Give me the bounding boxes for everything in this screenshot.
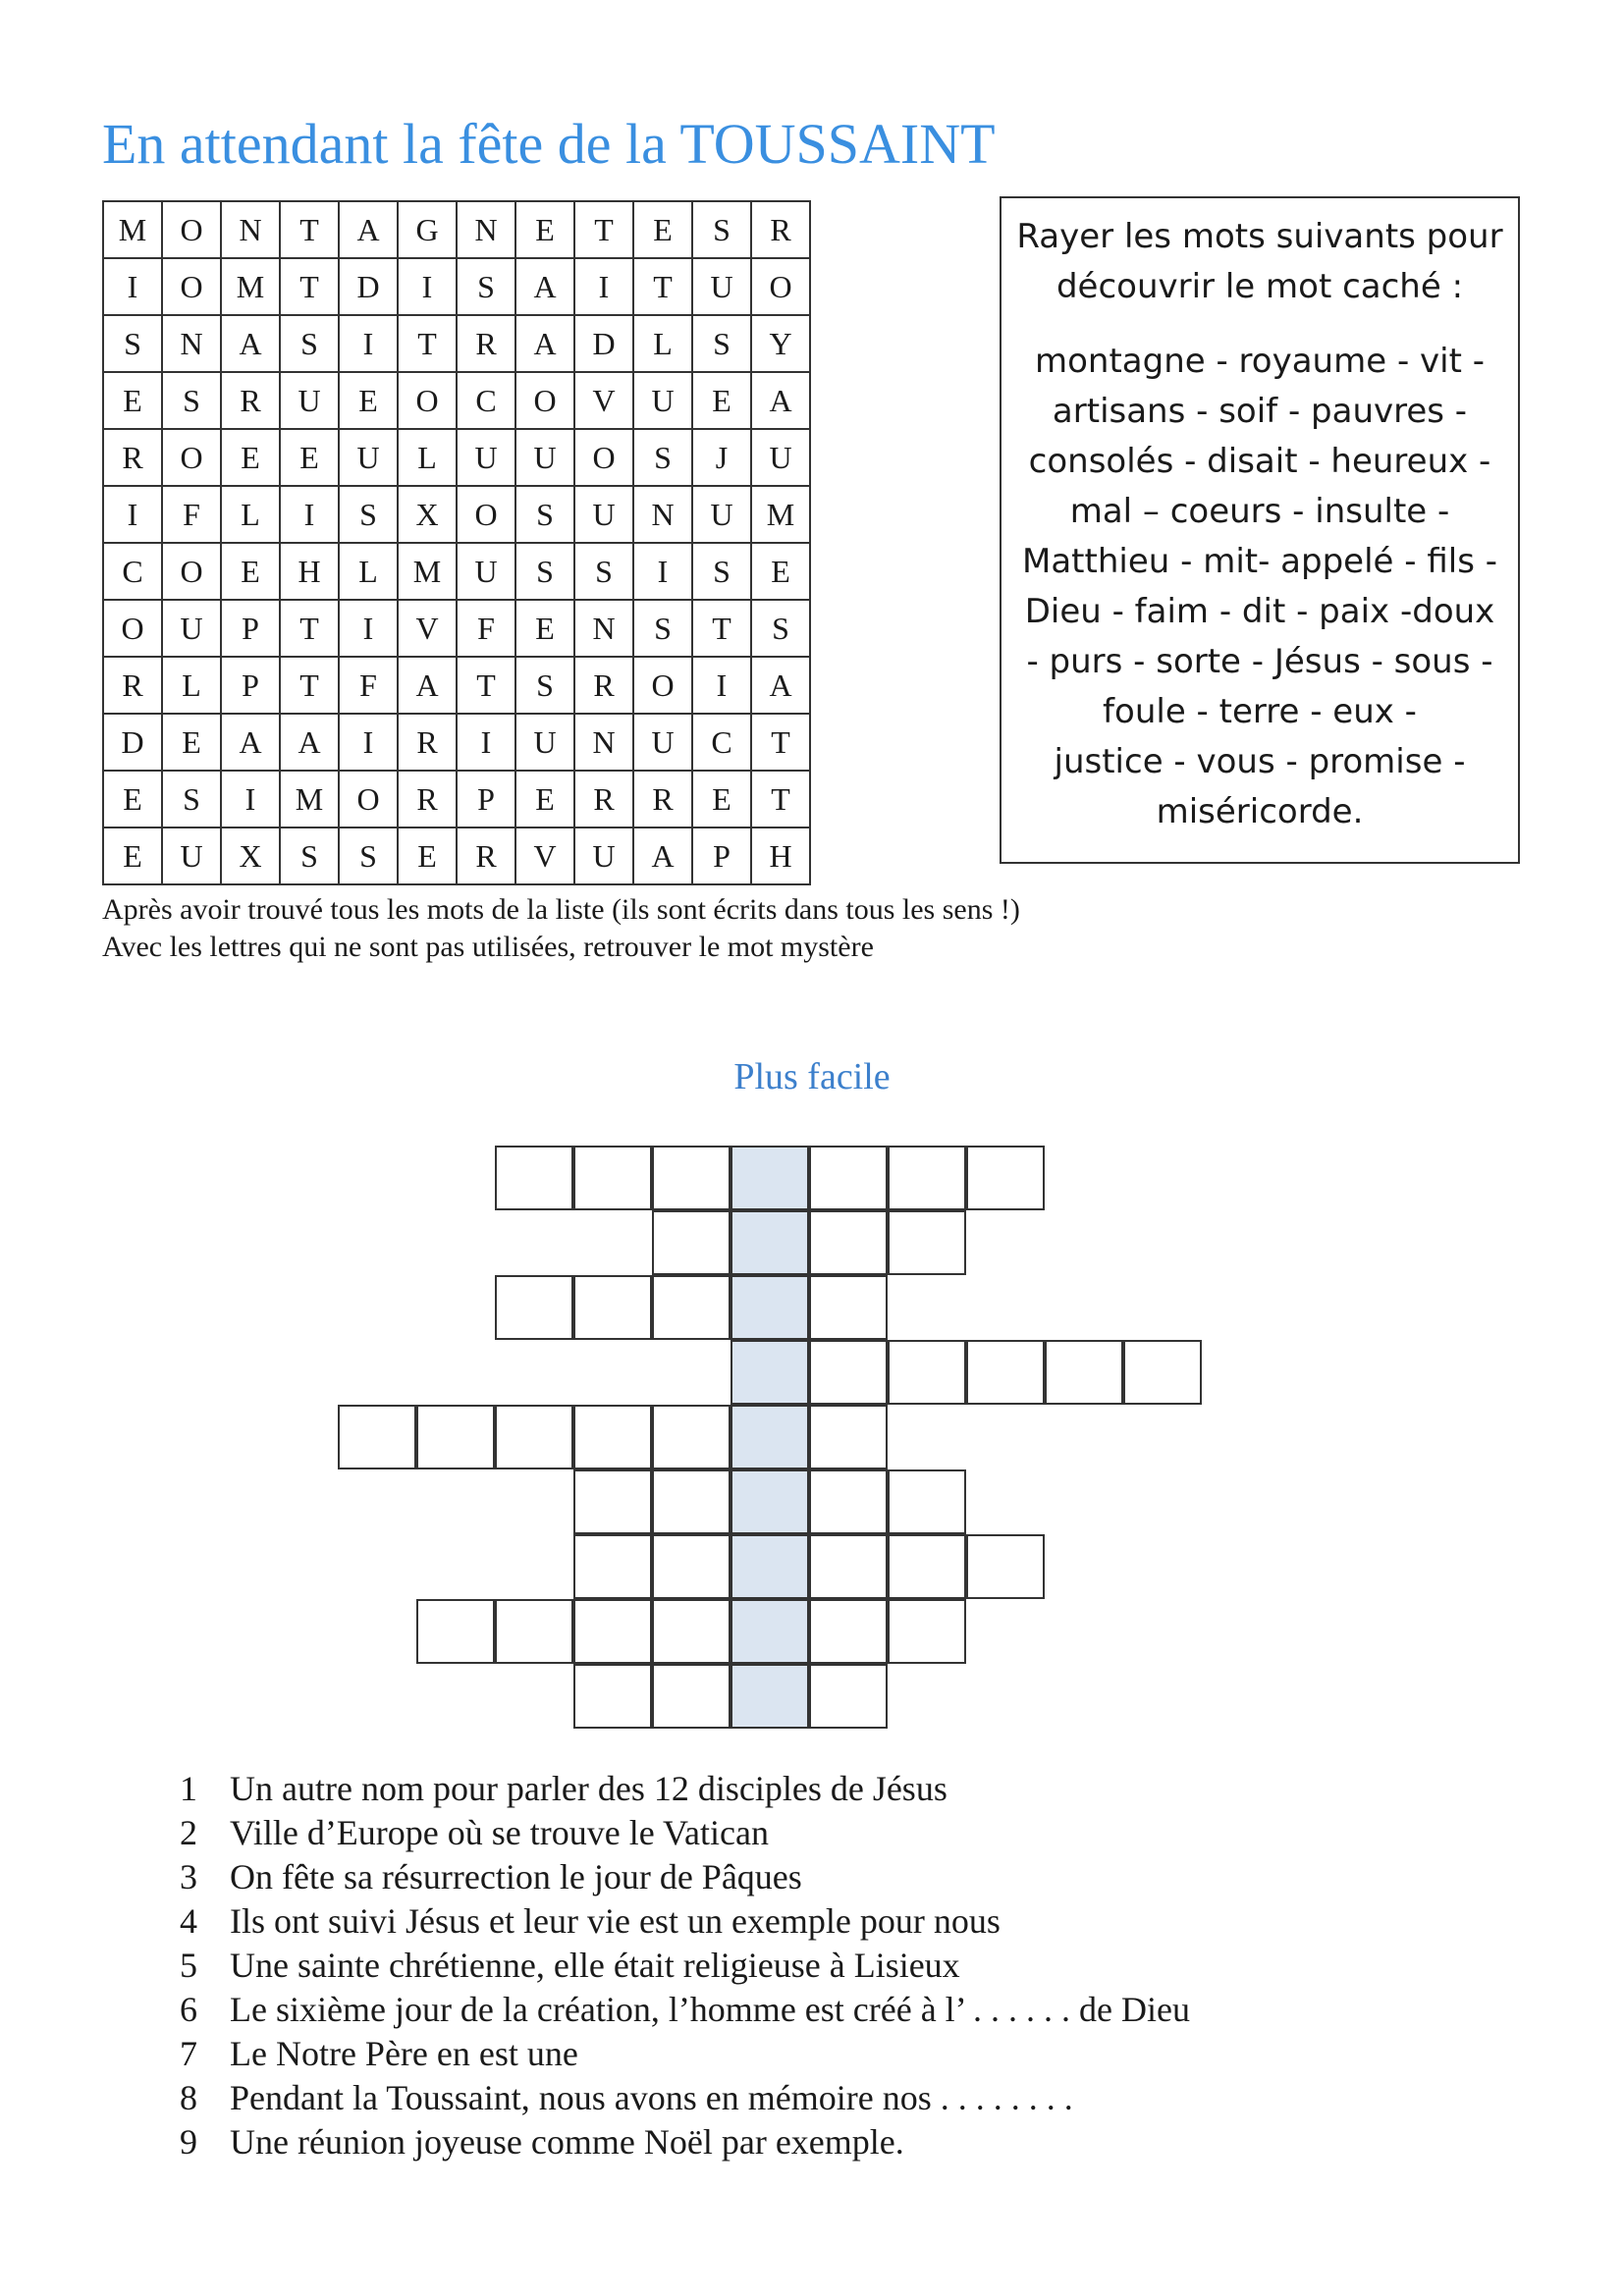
crossword-cell bbox=[652, 1275, 731, 1340]
word-search-cell: S bbox=[692, 543, 751, 600]
crossword-cell bbox=[809, 1405, 888, 1469]
crossword-cell bbox=[652, 1469, 731, 1534]
word-search-cell: U bbox=[162, 828, 221, 884]
word-search-cell: Y bbox=[751, 315, 810, 372]
word-search-cell: R bbox=[574, 771, 633, 828]
word-search-cell: T bbox=[574, 201, 633, 258]
word-search-cell: O bbox=[398, 372, 457, 429]
word-search-cell: T bbox=[692, 600, 751, 657]
word-search-cell: D bbox=[103, 714, 162, 771]
clue-number: 6 bbox=[180, 1990, 197, 2029]
word-search-cell: I bbox=[103, 258, 162, 315]
crossword-cell bbox=[888, 1599, 966, 1664]
word-search-cell: A bbox=[339, 201, 398, 258]
clue-text: Ville d’Europe où se trouve le Vatican bbox=[230, 1813, 769, 1852]
word-search-cell: S bbox=[280, 315, 339, 372]
word-search-cell: O bbox=[162, 201, 221, 258]
word-search-cell: F bbox=[339, 657, 398, 714]
clue-number: 1 bbox=[180, 1769, 197, 1808]
word-search-cell: A bbox=[398, 657, 457, 714]
word-search-cell: S bbox=[162, 372, 221, 429]
word-search-cell: U bbox=[457, 429, 515, 486]
word-search-cell: S bbox=[692, 201, 751, 258]
word-search-cell: R bbox=[574, 657, 633, 714]
crossword-cell bbox=[888, 1534, 966, 1599]
word-search-cell: S bbox=[162, 771, 221, 828]
instruction-line: Rayer les mots suivants pour bbox=[1016, 217, 1503, 256]
clue-item bbox=[147, 2076, 1190, 2120]
word-search-cell: S bbox=[692, 315, 751, 372]
crossword-cell bbox=[573, 1146, 652, 1210]
instruction-line: Après avoir trouvé tous les mots de la liste (ils sont écrits dans tous les sens !) bbox=[102, 893, 1020, 926]
crossword-cell bbox=[809, 1210, 888, 1275]
clue-number: 9 bbox=[180, 2122, 197, 2162]
word-search-cell: S bbox=[633, 429, 692, 486]
crossword-cell bbox=[495, 1275, 573, 1340]
word-search-cell: R bbox=[398, 714, 457, 771]
word-search-cell: T bbox=[751, 714, 810, 771]
word-search-cell: H bbox=[751, 828, 810, 884]
crossword-key-cell bbox=[731, 1405, 809, 1469]
word-search-row bbox=[103, 828, 810, 884]
crossword-cell bbox=[1123, 1340, 1202, 1405]
word-search-cell: I bbox=[457, 714, 515, 771]
word-search-cell: N bbox=[633, 486, 692, 543]
word-search-row bbox=[103, 201, 810, 258]
word-search-cell: E bbox=[280, 429, 339, 486]
word-search-cell: N bbox=[574, 714, 633, 771]
word-search-grid bbox=[102, 200, 811, 885]
word-search-cell: E bbox=[633, 201, 692, 258]
crossword-key-cell bbox=[731, 1340, 809, 1405]
word-search-cell: S bbox=[339, 486, 398, 543]
crossword-cell bbox=[652, 1664, 731, 1729]
word-search-cell: E bbox=[221, 429, 280, 486]
crossword-cell bbox=[1045, 1340, 1123, 1405]
crossword-cell bbox=[416, 1599, 495, 1664]
clue-text: Pendant la Toussaint, nous avons en mémoire nos . . . . . . . . bbox=[230, 2078, 1073, 2117]
word-search-cell: U bbox=[574, 486, 633, 543]
word-search-cell: U bbox=[633, 714, 692, 771]
clue-item bbox=[147, 1944, 1190, 1988]
word-search-cell: M bbox=[221, 258, 280, 315]
instruction-line: découvrir le mot caché : bbox=[1056, 267, 1464, 306]
word-search-cell: P bbox=[692, 828, 751, 884]
crossword-cell bbox=[809, 1664, 888, 1729]
clue-item bbox=[147, 1855, 1190, 1899]
crossword-cell bbox=[809, 1534, 888, 1599]
word-search-cell: I bbox=[339, 315, 398, 372]
word-search-cell: I bbox=[633, 543, 692, 600]
word-search-cell: U bbox=[457, 543, 515, 600]
word-search-cell: D bbox=[574, 315, 633, 372]
word-search-cell: F bbox=[457, 600, 515, 657]
word-search-cell: U bbox=[515, 714, 574, 771]
clue-item bbox=[147, 1767, 1190, 1811]
clue-text: Un autre nom pour parler des 12 disciples de Jésus bbox=[230, 1769, 947, 1808]
word-search-cell: M bbox=[751, 486, 810, 543]
crossword-cell bbox=[652, 1210, 731, 1275]
instructions bbox=[102, 891, 1020, 966]
clue-text: Ils ont suivi Jésus et leur vie est un exemple pour nous bbox=[230, 1901, 1001, 1941]
word-search-cell: S bbox=[515, 543, 574, 600]
word-list-line: justice - vous - promise - bbox=[1054, 742, 1466, 781]
word-search-cell: S bbox=[280, 828, 339, 884]
word-search-cell: S bbox=[457, 258, 515, 315]
word-search-cell: T bbox=[280, 258, 339, 315]
word-search-cell: E bbox=[221, 543, 280, 600]
clue-list bbox=[147, 1767, 1190, 2164]
clue-item bbox=[147, 2120, 1190, 2164]
word-list bbox=[1001, 337, 1518, 837]
word-search-cell: R bbox=[398, 771, 457, 828]
crossword-cell bbox=[573, 1275, 652, 1340]
word-search-cell: E bbox=[515, 201, 574, 258]
word-search-cell: I bbox=[280, 486, 339, 543]
crossword-cell bbox=[652, 1599, 731, 1664]
word-search-cell: E bbox=[103, 771, 162, 828]
word-search-cell: U bbox=[339, 429, 398, 486]
word-search-cell: P bbox=[457, 771, 515, 828]
word-search-row bbox=[103, 315, 810, 372]
crossword-cell bbox=[652, 1146, 731, 1210]
word-search-cell: V bbox=[574, 372, 633, 429]
clue-number: 2 bbox=[180, 1813, 197, 1852]
word-search-cell: S bbox=[103, 315, 162, 372]
word-search-cell: O bbox=[574, 429, 633, 486]
crossword-cell bbox=[966, 1534, 1045, 1599]
word-list-box bbox=[1000, 196, 1520, 864]
crossword-cell bbox=[966, 1340, 1045, 1405]
word-search-cell: T bbox=[280, 657, 339, 714]
word-search-cell: N bbox=[457, 201, 515, 258]
crossword-cell bbox=[809, 1599, 888, 1664]
crossword-cell bbox=[495, 1405, 573, 1469]
word-search-cell: O bbox=[162, 543, 221, 600]
word-search-cell: A bbox=[515, 258, 574, 315]
clue-item bbox=[147, 1811, 1190, 1855]
word-search-cell: U bbox=[574, 828, 633, 884]
word-search-cell: S bbox=[515, 657, 574, 714]
word-search-cell: S bbox=[751, 600, 810, 657]
word-search-cell: R bbox=[103, 429, 162, 486]
word-search-cell: A bbox=[515, 315, 574, 372]
crossword-cell bbox=[966, 1146, 1045, 1210]
word-search-cell: E bbox=[692, 372, 751, 429]
word-search-cell: I bbox=[398, 258, 457, 315]
word-list-instruction bbox=[1001, 212, 1518, 312]
word-search-cell: L bbox=[221, 486, 280, 543]
word-search-cell: A bbox=[751, 657, 810, 714]
word-search-cell: G bbox=[398, 201, 457, 258]
crossword-cell bbox=[573, 1405, 652, 1469]
word-search-cell: T bbox=[280, 201, 339, 258]
word-search-row bbox=[103, 600, 810, 657]
word-search-cell: O bbox=[162, 429, 221, 486]
word-search-row bbox=[103, 486, 810, 543]
word-list-line: foule - terre - eux - bbox=[1103, 692, 1417, 731]
word-search-cell: U bbox=[751, 429, 810, 486]
word-search-cell: T bbox=[633, 258, 692, 315]
word-search-cell: A bbox=[751, 372, 810, 429]
word-search-cell: C bbox=[457, 372, 515, 429]
crossword-cell bbox=[809, 1340, 888, 1405]
instruction-line: Avec les lettres qui ne sont pas utilisées, retrouver le mot mystère bbox=[102, 931, 874, 963]
word-search-cell: A bbox=[633, 828, 692, 884]
crossword-cell bbox=[573, 1664, 652, 1729]
word-search-cell: E bbox=[162, 714, 221, 771]
clue-text: Le sixième jour de la création, l’homme est créé à l’ . . . . . . de Dieu bbox=[230, 1990, 1190, 2029]
word-search-cell: R bbox=[221, 372, 280, 429]
clue-item bbox=[147, 2032, 1190, 2076]
word-search-cell: S bbox=[515, 486, 574, 543]
word-search-cell: O bbox=[457, 486, 515, 543]
crossword-cell bbox=[888, 1146, 966, 1210]
crossword-cell bbox=[573, 1534, 652, 1599]
word-search-cell: O bbox=[751, 258, 810, 315]
word-search-cell: M bbox=[398, 543, 457, 600]
crossword-cell bbox=[416, 1405, 495, 1469]
word-search-cell: T bbox=[457, 657, 515, 714]
word-search-cell: E bbox=[692, 771, 751, 828]
word-search-cell: O bbox=[103, 600, 162, 657]
word-search-cell: V bbox=[515, 828, 574, 884]
crossword-cell bbox=[888, 1210, 966, 1275]
crossword-key-cell bbox=[731, 1275, 809, 1340]
word-search-cell: U bbox=[280, 372, 339, 429]
word-search-cell: V bbox=[398, 600, 457, 657]
word-search-cell: L bbox=[162, 657, 221, 714]
clue-number: 8 bbox=[180, 2078, 197, 2117]
word-search-cell: R bbox=[103, 657, 162, 714]
word-list-line: - purs - sorte - Jésus - sous - bbox=[1026, 642, 1493, 681]
word-search-cell: U bbox=[692, 486, 751, 543]
clue-item bbox=[147, 1988, 1190, 2032]
word-search-cell: I bbox=[221, 771, 280, 828]
word-search-row bbox=[103, 771, 810, 828]
word-search-row bbox=[103, 714, 810, 771]
word-search-cell: X bbox=[398, 486, 457, 543]
word-search-cell: J bbox=[692, 429, 751, 486]
crossword-cell bbox=[652, 1534, 731, 1599]
word-search-cell: S bbox=[574, 543, 633, 600]
crossword-key-cell bbox=[731, 1210, 809, 1275]
word-search-cell: N bbox=[221, 201, 280, 258]
word-list-line: miséricorde. bbox=[1156, 792, 1364, 831]
word-search-cell: L bbox=[339, 543, 398, 600]
word-search-cell: E bbox=[103, 828, 162, 884]
word-list-line: montagne - royaume - vit - bbox=[1034, 342, 1485, 381]
word-search-cell: T bbox=[398, 315, 457, 372]
crossword-cell bbox=[652, 1405, 731, 1469]
word-search-cell: E bbox=[515, 600, 574, 657]
word-search-cell: U bbox=[515, 429, 574, 486]
word-search-cell: E bbox=[751, 543, 810, 600]
clue-text: On fête sa résurrection le jour de Pâques bbox=[230, 1857, 802, 1896]
word-search-cell: S bbox=[633, 600, 692, 657]
word-search-cell: E bbox=[398, 828, 457, 884]
crossword-key-cell bbox=[731, 1664, 809, 1729]
word-search-row bbox=[103, 372, 810, 429]
crossword-cell bbox=[495, 1599, 573, 1664]
clue-number: 3 bbox=[180, 1857, 197, 1896]
word-list-line: consolés - disait - heureux - bbox=[1028, 442, 1491, 481]
word-search-cell: R bbox=[633, 771, 692, 828]
crossword-cell bbox=[573, 1599, 652, 1664]
crossword-cell bbox=[809, 1275, 888, 1340]
word-search-cell: A bbox=[280, 714, 339, 771]
word-search-cell: I bbox=[692, 657, 751, 714]
crossword-cell bbox=[495, 1146, 573, 1210]
word-search-cell: O bbox=[633, 657, 692, 714]
crossword-key-cell bbox=[731, 1599, 809, 1664]
page-title: En attendant la fête de la TOUSSAINT bbox=[102, 112, 996, 176]
word-search-cell: X bbox=[221, 828, 280, 884]
word-search-cell: N bbox=[574, 600, 633, 657]
clue-text: Une réunion joyeuse comme Noël par exemple. bbox=[230, 2122, 904, 2162]
word-search-cell: U bbox=[633, 372, 692, 429]
word-search-cell: U bbox=[692, 258, 751, 315]
crossword-cell bbox=[573, 1469, 652, 1534]
word-search-cell: L bbox=[398, 429, 457, 486]
crossword-key-cell bbox=[731, 1146, 809, 1210]
crossword-key-cell bbox=[731, 1469, 809, 1534]
word-search-cell: C bbox=[692, 714, 751, 771]
word-search-cell: R bbox=[457, 315, 515, 372]
word-search-cell: E bbox=[103, 372, 162, 429]
word-search-cell: R bbox=[751, 201, 810, 258]
word-search-cell: T bbox=[751, 771, 810, 828]
crossword-subtitle: Plus facile bbox=[733, 1056, 891, 1097]
word-search-row bbox=[103, 657, 810, 714]
clue-number: 7 bbox=[180, 2034, 197, 2073]
word-search-cell: I bbox=[574, 258, 633, 315]
word-search-cell: N bbox=[162, 315, 221, 372]
word-list-line: Dieu - faim - dit - paix -doux bbox=[1024, 592, 1495, 631]
word-search-cell: O bbox=[162, 258, 221, 315]
word-search-cell: M bbox=[280, 771, 339, 828]
word-search-cell: O bbox=[515, 372, 574, 429]
word-search-cell: L bbox=[633, 315, 692, 372]
word-search-cell: A bbox=[221, 315, 280, 372]
word-search-cell: P bbox=[221, 657, 280, 714]
word-search-cell: C bbox=[103, 543, 162, 600]
word-search-cell: F bbox=[162, 486, 221, 543]
clue-text: Une sainte chrétienne, elle était religieuse à Lisieux bbox=[230, 1946, 960, 1985]
word-search-cell: S bbox=[339, 828, 398, 884]
word-search-cell: E bbox=[339, 372, 398, 429]
crossword-cell bbox=[338, 1405, 416, 1469]
word-search-cell: I bbox=[339, 714, 398, 771]
crossword-cell bbox=[888, 1340, 966, 1405]
crossword-key-cell bbox=[731, 1534, 809, 1599]
word-search-cell: H bbox=[280, 543, 339, 600]
word-search-cell: I bbox=[339, 600, 398, 657]
crossword-cell bbox=[888, 1469, 966, 1534]
clue-item bbox=[147, 1899, 1190, 1944]
word-search-cell: M bbox=[103, 201, 162, 258]
crossword-cell bbox=[809, 1469, 888, 1534]
word-search-cell: U bbox=[162, 600, 221, 657]
word-search-cell: R bbox=[457, 828, 515, 884]
clue-number: 4 bbox=[180, 1901, 197, 1941]
word-list-line: Matthieu - mit- appelé - fils - bbox=[1022, 542, 1497, 581]
word-search-cell: O bbox=[339, 771, 398, 828]
word-search-row bbox=[103, 429, 810, 486]
clue-text: Le Notre Père en est une bbox=[230, 2034, 578, 2073]
word-search-cell: D bbox=[339, 258, 398, 315]
crossword-cell bbox=[809, 1146, 888, 1210]
word-search-row bbox=[103, 258, 810, 315]
word-list-line: artisans - soif - pauvres - bbox=[1052, 392, 1468, 431]
word-search-cell: A bbox=[221, 714, 280, 771]
word-search-cell: T bbox=[280, 600, 339, 657]
word-search-cell: E bbox=[515, 771, 574, 828]
word-search-cell: I bbox=[103, 486, 162, 543]
clue-number: 5 bbox=[180, 1946, 197, 1985]
word-list-line: mal – coeurs - insulte - bbox=[1069, 492, 1450, 531]
word-search-cell: P bbox=[221, 600, 280, 657]
word-search-row bbox=[103, 543, 810, 600]
